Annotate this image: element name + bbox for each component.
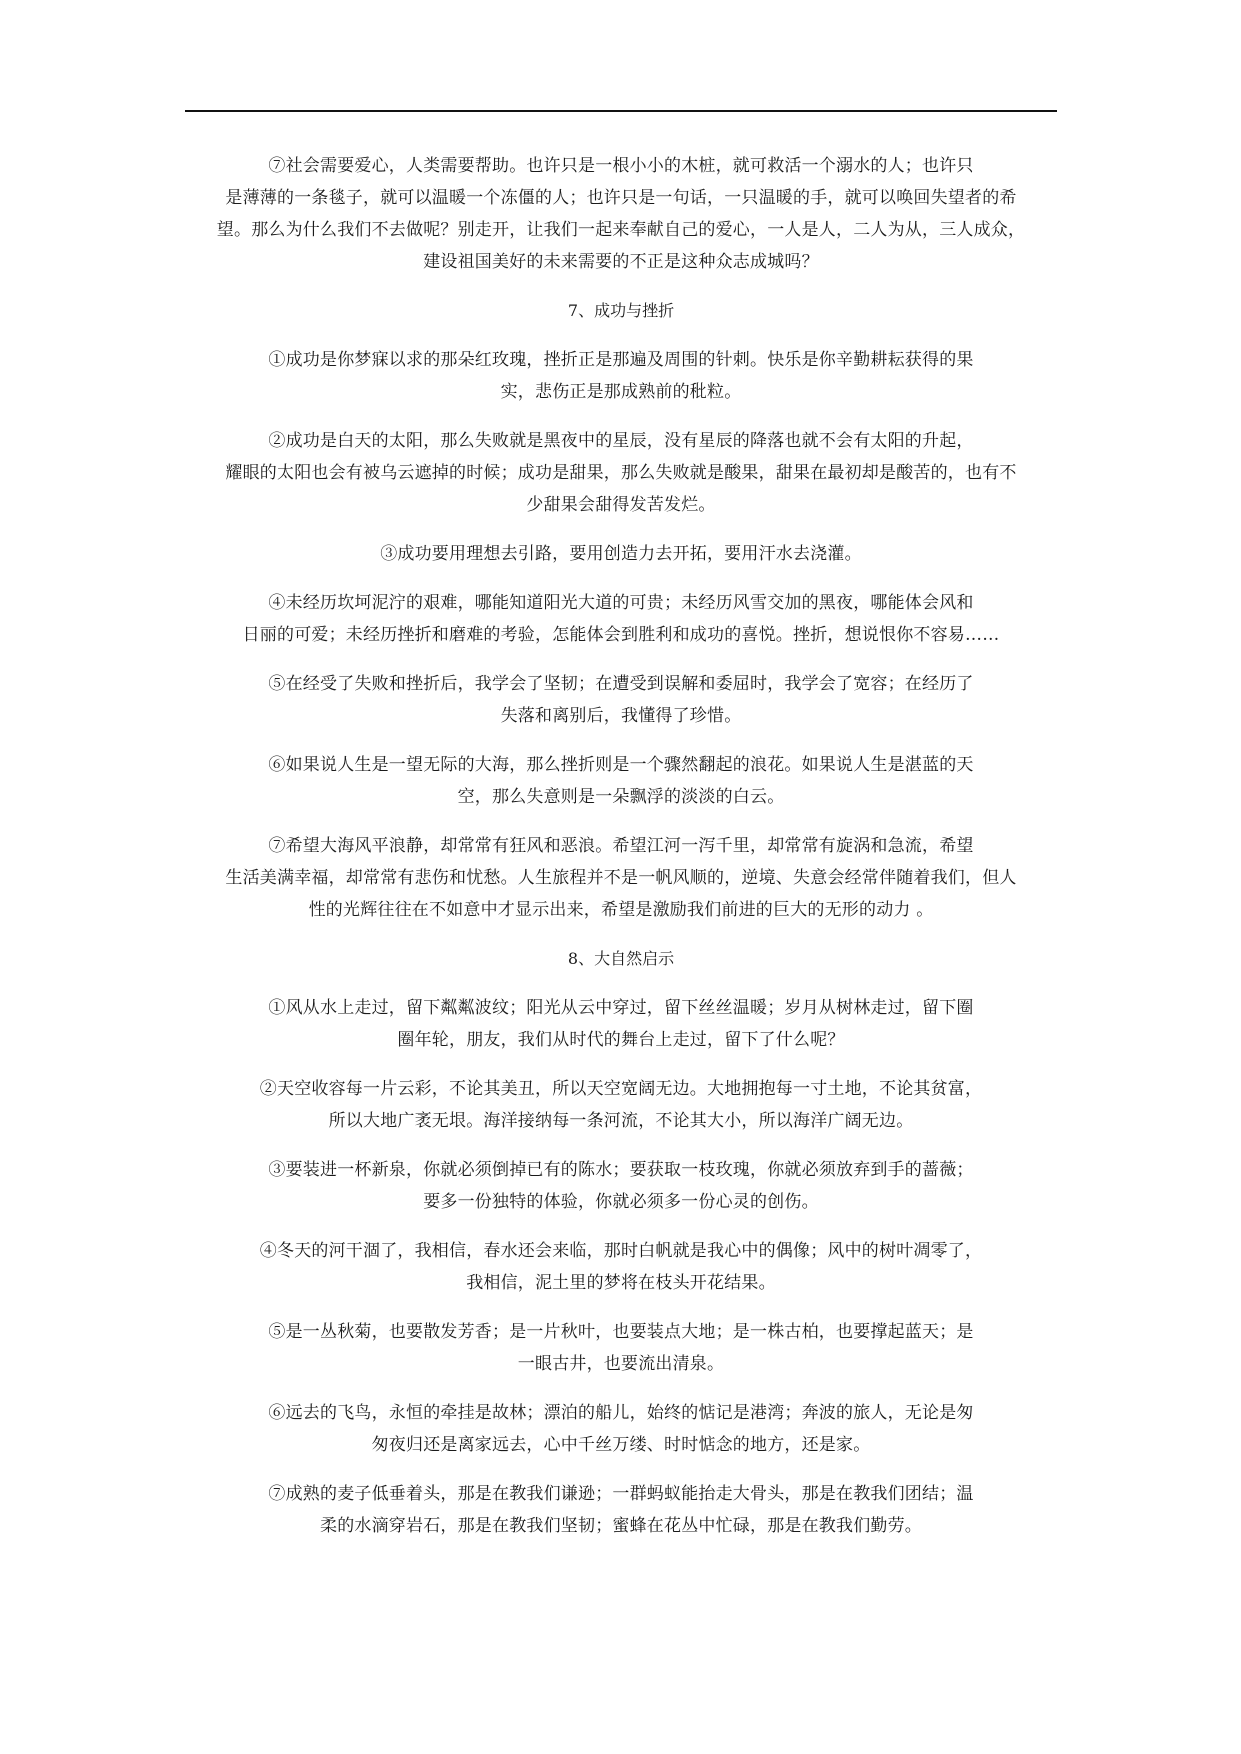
paragraph	[185, 1316, 1057, 1380]
paragraph-line: 望。那么为什么我们不去做呢？别走开，让我们一起来奉献自己的爱心，一人是人，二人为从，三人成众，	[216, 220, 1026, 240]
paragraph	[185, 749, 1057, 813]
paragraph-line: 生活美满幸福，却常常有悲伤和忧愁。人生旅程并不是一帆风顺的，逆境、失意会经常伴随着我们，但人	[225, 868, 1017, 888]
paragraph-line: ③要装进一杯新泉，你就必须倒掉已有的陈水；要获取一枝玫瑰，你就必须放弃到手的蔷薇；	[268, 1160, 974, 1180]
paragraph-line: 少甜果会甜得发苦发烂。	[526, 495, 716, 515]
paragraph-line: 圈年轮，朋友，我们从时代的舞台上走过，留下了什么呢？	[397, 1030, 845, 1050]
paragraph-line: 空，那么失意则是一朵飘浮的淡淡的白云。	[457, 787, 785, 807]
paragraph	[185, 668, 1057, 732]
paragraph-line: ④未经历坎坷泥泞的艰难，哪能知道阳光大道的可贵；未经历风雪交加的黑夜，哪能体会风和	[268, 593, 974, 613]
paragraph-line: ②成功是白天的太阳，那么失败就是黑夜中的星辰，没有星辰的降落也就不会有太阳的升起，	[268, 431, 974, 451]
paragraph-line: 实，悲伤正是那成熟前的秕粒。	[500, 382, 742, 402]
paragraph	[185, 992, 1057, 1056]
paragraph-line: 是薄薄的一条毯子，就可以温暖一个冻僵的人；也许只是一句话，一只温暖的手，就可以唤回失望者的希	[225, 188, 1017, 208]
paragraph	[185, 830, 1057, 926]
section-heading: 8、大自然启示	[567, 949, 675, 968]
section-heading: 7、成功与挫折	[567, 301, 675, 320]
paragraph-line: ④冬天的河干涸了，我相信，春水还会来临，那时白帆就是我心中的偶像；风中的树叶凋零了，	[259, 1241, 983, 1261]
paragraph	[185, 538, 1057, 570]
paragraph-line: 日丽的可爱；未经历挫折和磨难的考验，怎能体会到胜利和成功的喜悦。挫折，想说恨你不容易……	[242, 625, 1000, 645]
document-body	[185, 150, 1057, 1559]
paragraph-line: 建设祖国美好的未来需要的不正是这种众志成城吗？	[423, 252, 819, 272]
paragraph-line: 一眼古井，也要流出清泉。	[517, 1354, 725, 1374]
paragraph-line: ③成功要用理想去引路，要用创造力去开拓，要用汗水去浇灌。	[380, 544, 862, 564]
paragraph-line: 要多一份独特的体验，你就必须多一份心灵的创伤。	[423, 1192, 819, 1212]
paragraph-line: ①风从水上走过，留下粼粼波纹；阳光从云中穿过，留下丝丝温暖；岁月从树林走过，留下圈	[268, 998, 974, 1018]
paragraph-line: 失落和离别后，我懂得了珍惜。	[500, 706, 742, 726]
paragraph-line: ⑥远去的飞鸟，永恒的牵挂是故林；漂泊的船儿，始终的惦记是港湾；奔波的旅人，无论是匆	[268, 1403, 974, 1423]
paragraph-line: ①成功是你梦寐以求的那朵红玫瑰，挫折正是那遍及周围的针刺。快乐是你辛勤耕耘获得的果	[268, 350, 974, 370]
paragraph-line: ⑦希望大海风平浪静，却常常有狂风和恶浪。希望江河一泻千里，却常常有旋涡和急流，希望	[268, 836, 974, 856]
paragraph	[185, 1154, 1057, 1218]
header-rule	[185, 110, 1057, 112]
paragraph-line: 柔的水滴穿岩石，那是在教我们坚韧；蜜蜂在花丛中忙碌，那是在教我们勤劳。	[320, 1516, 922, 1536]
paragraph	[185, 150, 1057, 278]
paragraph	[185, 425, 1057, 521]
paragraph	[185, 587, 1057, 651]
paragraph-line: ⑥如果说人生是一望无际的大海，那么挫折则是一个骤然翻起的浪花。如果说人生是湛蓝的天	[268, 755, 974, 775]
paragraph	[185, 1235, 1057, 1299]
paragraph	[185, 1397, 1057, 1461]
paragraph	[185, 344, 1057, 408]
paragraph-line: ⑦成熟的麦子低垂着头，那是在教我们谦逊；一群蚂蚁能抬走大骨头，那是在教我们团结；温	[268, 1484, 974, 1504]
paragraph-line: 性的光辉往往在不如意中才显示出来，希望是激励我们前进的巨大的无形的动力 。	[308, 900, 934, 920]
paragraph-line: 匆夜归还是离家远去，心中千丝万缕、时时惦念的地方，还是家。	[371, 1435, 871, 1455]
paragraph-line: ②天空收容每一片云彩，不论其美丑，所以天空宽阔无边。大地拥抱每一寸土地，不论其贫富，	[259, 1079, 983, 1099]
paragraph	[185, 1073, 1057, 1137]
paragraph	[185, 1478, 1057, 1542]
paragraph-line: 所以大地广袤无垠。海洋接纳每一条河流，不论其大小，所以海洋广阔无边。	[328, 1111, 914, 1131]
paragraph-line: 我相信，泥土里的梦将在枝头开花结果。	[466, 1273, 776, 1293]
paragraph-line: ⑦社会需要爱心，人类需要帮助。也许只是一根小小的木桩，就可救活一个溺水的人；也许只	[268, 156, 974, 176]
paragraph-line: ⑤在经受了失败和挫折后，我学会了坚韧；在遭受到误解和委屈时，我学会了宽容；在经历了	[268, 674, 974, 694]
paragraph-line: ⑤是一丛秋菊，也要散发芳香；是一片秋叶，也要装点大地；是一株古柏，也要撑起蓝天；是	[268, 1322, 974, 1342]
paragraph-line: 耀眼的太阳也会有被乌云遮掉的时候；成功是甜果，那么失败就是酸果，甜果在最初却是酸苦的，也有不	[225, 463, 1017, 483]
